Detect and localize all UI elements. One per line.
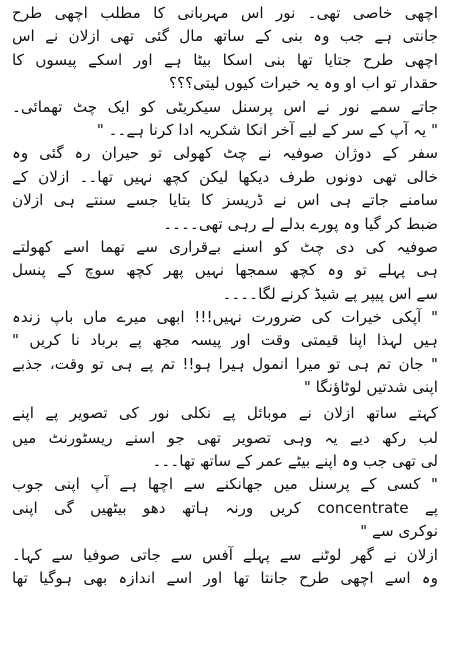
text-line: ضبط کر گیا وہ پورے بدلے لے رہی تھی۔۔۔۔ — [163, 214, 438, 233]
paragraph — [12, 96, 438, 143]
text-line: اچھی خاصی تھی۔ نور اس مہربانی کا مطلب اچھی طرح — [12, 4, 438, 22]
text-line: سے اس پیپر پے شیڈ کرنے لگا۔۔۔۔ — [222, 284, 438, 303]
text-line: صوفیہ کی دی چٹ کو اسنے بےقراری سے تھما اسے کھولتے — [12, 237, 438, 256]
paragraph — [12, 142, 438, 236]
paragraph — [12, 306, 438, 353]
text-line: خالی تھی دونوں طرف دیکھا لیکن کچھ نہیں تھا۔۔ ازلان کے — [12, 167, 438, 186]
text-line: ازلان نے گھر لوٹنے سے پہلے آفس سے جاتی صوفیا سے کہا۔ — [12, 545, 438, 564]
text-line: جاتے سمے نور نے اس پرسنل سیکریٹی کو ایک چٹ تھمائی۔ — [12, 97, 438, 116]
text-line: ہیں لہذا اپنا قیمتی وقت اور پیسہ مجھ پے برباد نا کریں " — [12, 331, 438, 350]
paragraph — [12, 473, 438, 543]
text-line: ہی پہلے تو وہ کچھ سمجھا نہیں پھر کچھ سوچ کے پنسل — [12, 261, 438, 280]
text-line: لب رکھ دیے یہ وہی تصویر تھی جو اسنے ریسٹورنٹ میں — [12, 428, 438, 447]
text-line: " کسی کے پرسنل میں جھانکنے سے اچھا ہے آپ اپنی جوب — [12, 475, 438, 494]
text-line: " یہ آپ کے سر کے لیے آخر انکا شکریہ ادا کرنا ہے۔۔ " — [96, 120, 438, 139]
text-line: پے concentrate کریں ورنہ ہاتھ دھو بیٹھیں گی اپنی — [12, 498, 438, 517]
text-line: حقدار تو اب او وہ یہ خیرات کیوں لیتی؟؟؟ — [168, 74, 438, 93]
text-line: " جان تم ہی تو میرا انمول ہیرا ہو!! تم پے ہی تو وقت، جذبے — [12, 354, 438, 373]
paragraph — [12, 544, 438, 591]
text-line: وہ اسے اچھی طرح جانتا تھا اور اسے اندازہ بھی ہوگیا تھا — [12, 568, 438, 587]
paragraph — [12, 400, 438, 474]
text-line: اچھی طرح جتایا تھا بنی اسکا بیٹا ہے اور اسکے پیسوں کا — [12, 50, 438, 69]
text-line: " آپکی خیرات کی ضرورت نہیں!!! ابھی میرے ماں باپ زندہ — [12, 308, 438, 327]
text-line: سامنے جاتے ہی اس نے ڈریسز کا بتایا جسے سنتے ہی ازلان — [12, 191, 438, 210]
paragraph — [12, 236, 438, 306]
text-line: کہتے ساتھ ازلان نے موبائل پے نکلی نور کی تصویر پے اپنے — [12, 403, 438, 422]
paragraph — [12, 353, 438, 400]
text-line: اپنی شدتیں لوٹاؤنگا " — [303, 378, 438, 397]
text-line: لی تھی جب وہ اپنے بیٹے عمر کے ساتھ تھا۔۔۔ — [152, 452, 438, 471]
text-line: سفر کے دوژان صوفیہ نے چٹ کھولی تو حیران رہ گئی وہ — [12, 144, 438, 163]
text-line: جانتی ہے جب وہ بنی کے ساتھ مال گئی تھی ازلان نے اس — [12, 27, 438, 46]
paragraph — [12, 2, 438, 96]
text-line: نوکری سے " — [360, 522, 438, 541]
